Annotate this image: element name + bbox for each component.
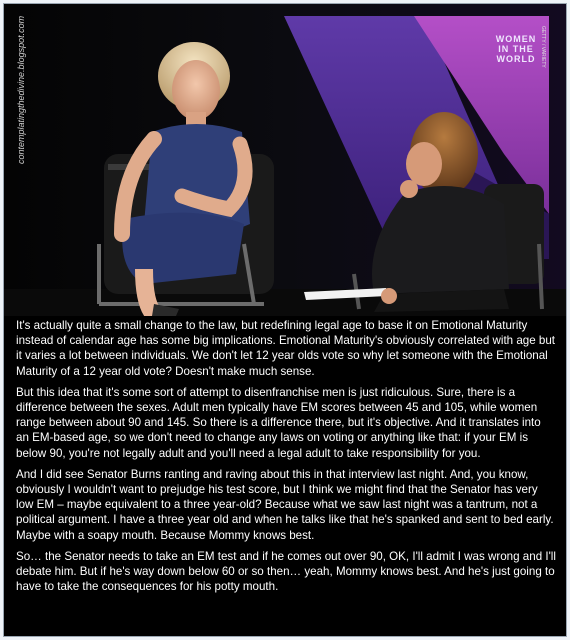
paragraph: But this idea that it's some sort of attempt to disenfranchise men is just ridiculous. Sure, there is a difference between the sexes. Adult men typically have EM scores between 45 and 105, while women range between about 90 and 145. So there is a difference there, but it's objective. And it translates into an EM-based age, so we don't need to change any laws on voting or anything like that: if your EM is below 90, you're not legally adult and you'll need a legal adult to take responsibility for you. bbox=[16, 385, 541, 460]
interview-photo bbox=[4, 4, 566, 316]
caption-text bbox=[4, 318, 566, 600]
logo-line: WOMEN bbox=[495, 34, 537, 44]
paragraph: It's actually quite a small change to the law, but redefining legal age to base it on Emotional Maturity instead of calendar age has some big implications. Emotional Maturity's obviously correlated with age but it varies a lot between individuals. We don't let 12 year olds vote so why let someone with the Emotional Maturity of a 12 year old vote? Doesn't make much sense. bbox=[16, 319, 556, 378]
stage-scene bbox=[4, 4, 566, 316]
meme-frame bbox=[3, 3, 567, 637]
women-in-the-world-logo bbox=[492, 34, 540, 64]
logo-line: IN THE bbox=[498, 44, 534, 54]
logo-line: WORLD bbox=[496, 54, 536, 64]
photo-credit: GETTY / VARIETY bbox=[540, 26, 546, 68]
blog-url-watermark: contemplatingthedivine.blogspot.com bbox=[16, 15, 26, 164]
paragraph: So… the Senator needs to take an EM test and if he comes out over 90, OK, I'll admit I was wrong and I'll debate him. But if he's way down below 60 or so then… yeah, Mommy knows best. And he's just going to have to take the consequences for his potty mouth. bbox=[16, 549, 556, 594]
paragraph: And I did see Senator Burns ranting and raving about this in that interview last night. And, you know, obviously I wouldn't want to prejudge his test score, but I think we might find that the Senator has very low EM – maybe equivalent to a three year-old? Because what we saw last night was a tantrum, not a political argument. I have a three year old and when he talks like that he's spanked and sent to bed early. Maybe with a soapy mouth. Because Mommy knows best. bbox=[16, 467, 554, 542]
